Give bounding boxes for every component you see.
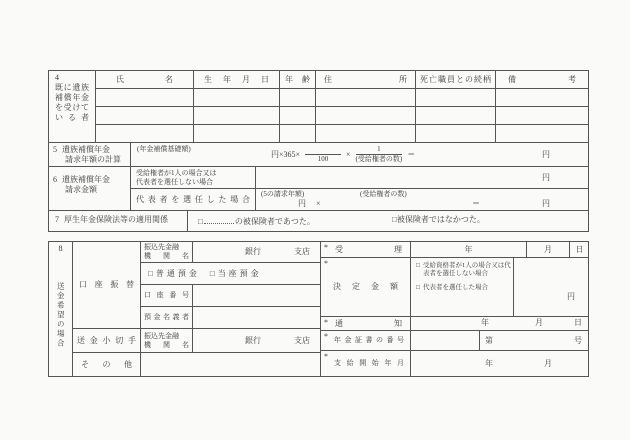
received-date-cell[interactable]: [410, 241, 588, 257]
decision-case-cell: □ 受給資格者が1人の場合又は代表者を選任しない場合 □ 代表者を選任した場合: [410, 257, 513, 316]
decided-amount-label: * 決定金額: [320, 257, 410, 316]
section6-number: 6: [53, 175, 57, 184]
name-input-cell[interactable]: [95, 106, 193, 124]
year-unit: 年: [485, 358, 493, 368]
section4-label-line: いる者: [55, 113, 89, 122]
section8-side-label: [48, 241, 72, 376]
bank-name-label: 振込先金融 機関名: [140, 241, 192, 262]
account-holder-label: 預金名義者: [140, 306, 192, 328]
day-unit: 日: [574, 318, 582, 327]
section7-label: 7 厚生年金保険法等の適用関係: [48, 210, 187, 231]
remarks-input-cell[interactable]: [495, 124, 588, 142]
yen-unit: 円: [567, 292, 575, 301]
remittance-table: [48, 241, 589, 377]
year-cell: 年: [464, 244, 473, 254]
section7-number: 7: [55, 215, 59, 224]
case-single-recipient-label: 受給権者が1人の場合又は 代表者を選任しない場合: [130, 166, 255, 188]
not-insured-option: □被保険者ではなかつた。: [392, 215, 485, 224]
section4-number: 4: [55, 73, 59, 82]
claim-amount-ref-label: (5の請求年額): [261, 190, 305, 198]
checkbox-single-recipient[interactable]: □: [416, 262, 420, 269]
account-type-cell: □ 普通預金 □ 当座預金: [140, 262, 320, 284]
account-holder-input-cell[interactable]: [192, 306, 320, 328]
office-use-star: *: [324, 318, 328, 327]
name-input-cell[interactable]: [95, 124, 193, 142]
insurance-applicability-cell: [187, 210, 588, 231]
month-unit: 月: [535, 318, 543, 327]
fraction-per-holders: $\frac{1}{\text{(受給権者の数)}}$: [355, 145, 403, 163]
yen-unit: 円: [542, 199, 550, 208]
section8-number: 8: [58, 244, 63, 253]
header-name: 氏名: [95, 70, 193, 88]
section5-label: 5 遺族補償年金 請求年額の計算: [48, 142, 130, 166]
case-representative-label: 代表者を選任した場合: [130, 188, 255, 210]
section4-label: [48, 70, 95, 142]
certificate-number-input-cell[interactable]: [410, 330, 588, 350]
bank-name-label: 振込先金融 機関名: [140, 328, 192, 352]
year-unit: 年: [481, 318, 489, 327]
received-label: * 受理: [320, 241, 410, 257]
header-birthdate: 生年月日: [193, 70, 279, 88]
calc-formula: 円×365× 100 × $\frac{1}{\text{(受給権者の数)}}$ ＝: [271, 145, 416, 163]
relation-input-cell[interactable]: [415, 88, 495, 106]
branch-suffix: 支店: [294, 247, 310, 256]
remittance-check-label: 送金小切手: [72, 328, 140, 352]
yen-unit: 円: [542, 149, 550, 159]
checkbox-insured[interactable]: □: [198, 217, 203, 226]
name-input-cell[interactable]: [95, 88, 193, 106]
checkbox-representative[interactable]: □: [416, 284, 420, 292]
prior-recipients-and-claim-table: [48, 70, 589, 232]
holders-count-label: (受給権者の数): [360, 190, 407, 198]
month-unit: 月: [544, 358, 552, 368]
case-single-amount-cell[interactable]: [255, 166, 588, 188]
account-number-label: 口座番号: [140, 284, 192, 306]
day-cell: 日: [569, 242, 589, 257]
header-age: 年齢: [279, 70, 315, 88]
header-relation: 死亡職員との続柄: [415, 70, 495, 88]
header-remarks: 備考: [495, 70, 588, 88]
office-use-star: *: [324, 332, 328, 341]
remarks-input-cell[interactable]: [495, 88, 588, 106]
section4-label-line: を受けて: [55, 103, 89, 112]
relation-input-cell[interactable]: [415, 124, 495, 142]
dai-prefix: 第: [485, 335, 493, 345]
bank-branch-input-cell[interactable]: [192, 241, 320, 262]
annual-amount-calc-cell[interactable]: [130, 142, 588, 166]
bank-suffix: 銀行: [245, 335, 261, 345]
other-label: その他: [72, 352, 140, 376]
address-input-cell[interactable]: [315, 106, 415, 124]
checkbox-current-deposit[interactable]: □: [209, 268, 215, 278]
age-input-cell[interactable]: [279, 124, 315, 142]
bank-transfer-label: 口座振替: [72, 241, 140, 328]
yen-unit: 円: [542, 172, 550, 182]
equals-sign: ＝: [472, 199, 480, 208]
office-use-star: *: [324, 352, 328, 361]
payment-start-input-cell[interactable]: [410, 350, 588, 376]
section4-label-line: 既に遺族: [55, 83, 89, 92]
cell-divider: [479, 331, 480, 350]
remarks-input-cell[interactable]: [495, 106, 588, 124]
relation-input-cell[interactable]: [415, 106, 495, 124]
age-input-cell[interactable]: [279, 88, 315, 106]
yen-unit: 円: [298, 199, 306, 208]
address-input-cell[interactable]: [315, 124, 415, 142]
age-input-cell[interactable]: [279, 106, 315, 124]
notified-date-cell[interactable]: [410, 316, 588, 330]
remittance-side-text: 送金希望の場合: [56, 281, 66, 349]
insurer-name-blank[interactable]: [204, 215, 234, 224]
bank-suffix: 銀行: [245, 247, 261, 256]
base-amount-label: (年金補償基礎額): [137, 145, 191, 153]
checkbox-not-insured[interactable]: □: [392, 215, 397, 224]
section4-label-line: 補償年金: [55, 93, 89, 102]
payment-start-label: * 支給開始年月: [320, 350, 410, 376]
month-cell: 月: [526, 242, 569, 257]
fraction-over-100: 100: [305, 146, 341, 163]
branch-suffix: 支店: [294, 335, 310, 345]
other-input-cell[interactable]: [140, 352, 320, 376]
checkbox-ordinary-deposit[interactable]: □: [148, 268, 153, 278]
birthdate-input-cell[interactable]: [193, 124, 279, 142]
check-bank-branch-input-cell[interactable]: [192, 328, 320, 352]
decided-amount-input-cell[interactable]: [513, 257, 588, 316]
go-suffix: 号: [574, 335, 582, 345]
birthdate-input-cell[interactable]: [193, 106, 279, 124]
case-representative-amount-cell[interactable]: [255, 188, 588, 210]
insured-option: □ の被保険者であつた。: [198, 217, 315, 226]
office-use-star: *: [324, 243, 328, 252]
birthdate-input-cell[interactable]: [193, 88, 279, 106]
notified-label: * 通知: [320, 316, 410, 330]
multiply-sign: ×: [316, 199, 321, 208]
header-address: 住所: [315, 70, 415, 88]
address-input-cell[interactable]: [315, 88, 415, 106]
account-number-input-cell[interactable]: [192, 284, 320, 306]
office-use-star: *: [324, 259, 328, 268]
certificate-number-label: * 年金証書の番号: [320, 330, 410, 350]
section6-label: 6 遺族補償年金 請求金額: [48, 166, 130, 210]
section5-number: 5: [53, 145, 57, 154]
